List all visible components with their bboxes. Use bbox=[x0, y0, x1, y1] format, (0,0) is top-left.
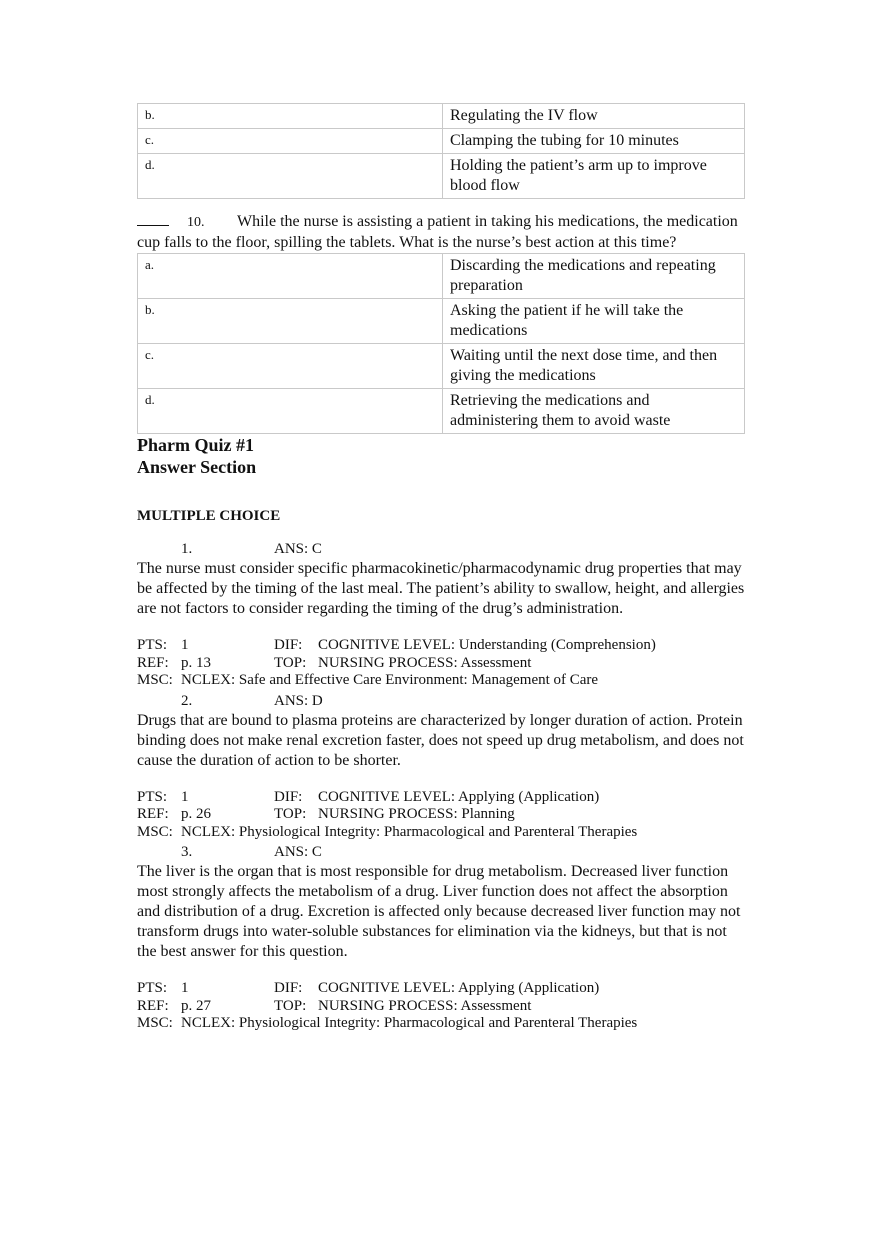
pts-value: 1 bbox=[181, 788, 189, 805]
ref-label: REF: bbox=[137, 654, 169, 671]
option-text: Discarding the medications and repeating preparation bbox=[443, 254, 745, 299]
msc-value: NCLEX: Physiological Integrity: Pharmacological and Parenteral Therapies bbox=[181, 823, 638, 840]
q10-options-table bbox=[137, 253, 745, 434]
ref-label: REF: bbox=[137, 997, 169, 1014]
top-label: TOP: bbox=[274, 654, 307, 671]
option-row bbox=[138, 254, 745, 299]
answer-header bbox=[137, 540, 745, 559]
question-number: 10. bbox=[187, 215, 205, 230]
answer-key: ANS: C bbox=[274, 844, 322, 860]
top-label: TOP: bbox=[274, 997, 307, 1014]
option-letter: d. bbox=[138, 154, 443, 199]
msc-value: NCLEX: Physiological Integrity: Pharmacological and Parenteral Therapies bbox=[181, 1015, 638, 1031]
answer-number: 2. bbox=[181, 692, 193, 709]
pts-label: PTS: bbox=[137, 980, 168, 996]
section-heading: MULTIPLE CHOICE bbox=[137, 508, 281, 524]
top-label: TOP: bbox=[274, 806, 307, 822]
dif-value: COGNITIVE LEVEL: Understanding (Comprehension) bbox=[318, 637, 656, 653]
dif-value: COGNITIVE LEVEL: Applying (Application) bbox=[318, 980, 600, 996]
quiz-title: Pharm Quiz #1 bbox=[137, 435, 254, 455]
dif-label: DIF: bbox=[274, 980, 303, 996]
meta-row bbox=[137, 789, 745, 807]
option-letter: d. bbox=[138, 389, 443, 434]
dif-value: COGNITIVE LEVEL: Applying (Application) bbox=[318, 788, 600, 805]
option-text: Regulating the IV flow bbox=[443, 104, 745, 129]
answer-key: ANS: D bbox=[274, 692, 323, 709]
ref-value: p. 27 bbox=[181, 997, 211, 1014]
option-letter: c. bbox=[138, 344, 443, 389]
meta-row bbox=[137, 806, 745, 824]
answer-blank[interactable] bbox=[137, 211, 169, 226]
dif-label: DIF: bbox=[274, 637, 303, 653]
top-value: NURSING PROCESS: Assessment bbox=[318, 997, 532, 1014]
answer-header bbox=[137, 843, 745, 862]
document-page bbox=[137, 103, 745, 1033]
msc-value: NCLEX: Safe and Effective Care Environment: Management of Care bbox=[181, 672, 599, 688]
option-letter: c. bbox=[138, 129, 443, 154]
pts-value: 1 bbox=[181, 637, 189, 653]
option-text: Clamping the tubing for 10 minutes bbox=[443, 129, 745, 154]
meta-row bbox=[137, 672, 745, 690]
ref-label: REF: bbox=[137, 806, 169, 822]
option-letter: b. bbox=[138, 104, 443, 129]
option-letter: b. bbox=[138, 299, 443, 344]
meta-row bbox=[137, 998, 745, 1016]
option-row bbox=[138, 344, 745, 389]
ref-value: p. 13 bbox=[181, 654, 211, 671]
answer-metadata bbox=[137, 789, 745, 842]
option-row bbox=[138, 129, 745, 154]
option-text: Waiting until the next dose time, and then giving the medications bbox=[443, 344, 745, 389]
option-row bbox=[138, 299, 745, 344]
answer-key: ANS: C bbox=[274, 541, 322, 557]
msc-label: MSC: bbox=[137, 823, 173, 840]
rationale: The liver is the organ that is most responsible for drug metabolism. Decreased liver function most strongly affects the metabolism of a drug. Liver function does not affect the absorption and distribution of a drug. Excretion is affected only because decreased liver function may not transform drugs into water-soluble substances for elimination via the kidneys, but that is not the best answer for this question. bbox=[137, 863, 741, 960]
answer-metadata bbox=[137, 637, 745, 690]
pts-label: PTS: bbox=[137, 788, 168, 805]
msc-label: MSC: bbox=[137, 672, 173, 688]
question-10 bbox=[137, 211, 745, 253]
msc-label: MSC: bbox=[137, 1015, 173, 1031]
pts-value: 1 bbox=[181, 980, 189, 996]
meta-row bbox=[137, 824, 745, 842]
option-text: Retrieving the medications and administering them to avoid waste bbox=[443, 389, 745, 434]
option-text: Holding the patient’s arm up to improve blood flow bbox=[443, 154, 745, 199]
option-text: Asking the patient if he will take the medications bbox=[443, 299, 745, 344]
answer-header bbox=[137, 692, 745, 711]
answer-number: 1. bbox=[181, 541, 193, 557]
rationale: The nurse must consider specific pharmacokinetic/pharmacodynamic drug properties that may be affected by the timing of the last meal. The patient’s ability to swallow, height, and allergies are not factors to consider regarding the timing of the drug’s administration. bbox=[137, 560, 745, 617]
question-stem: While the nurse is assisting a patient in taking his medications, the medication cup falls to the floor, spilling the tablets. What is the nurse’s best action at this time? bbox=[137, 213, 738, 251]
answer-section-title: Answer Section bbox=[137, 457, 257, 477]
pts-label: PTS: bbox=[137, 637, 168, 653]
top-value: NURSING PROCESS: Planning bbox=[318, 806, 515, 822]
option-row bbox=[138, 104, 745, 129]
q9-options-table bbox=[137, 103, 745, 199]
meta-row bbox=[137, 637, 745, 655]
meta-row bbox=[137, 1015, 745, 1033]
top-value: NURSING PROCESS: Assessment bbox=[318, 654, 532, 671]
option-row bbox=[138, 154, 745, 199]
meta-row bbox=[137, 980, 745, 998]
option-row bbox=[138, 389, 745, 434]
answer-number: 3. bbox=[181, 844, 193, 860]
option-letter: a. bbox=[138, 254, 443, 299]
meta-row bbox=[137, 655, 745, 673]
ref-value: p. 26 bbox=[181, 806, 211, 822]
dif-label: DIF: bbox=[274, 788, 303, 805]
answer-metadata bbox=[137, 980, 745, 1033]
rationale: Drugs that are bound to plasma proteins are characterized by longer duration of action. Protein binding does not make renal excretion faster, does not speed up drug metabolism, and does not cause the duration of action to be shorter. bbox=[137, 711, 744, 769]
